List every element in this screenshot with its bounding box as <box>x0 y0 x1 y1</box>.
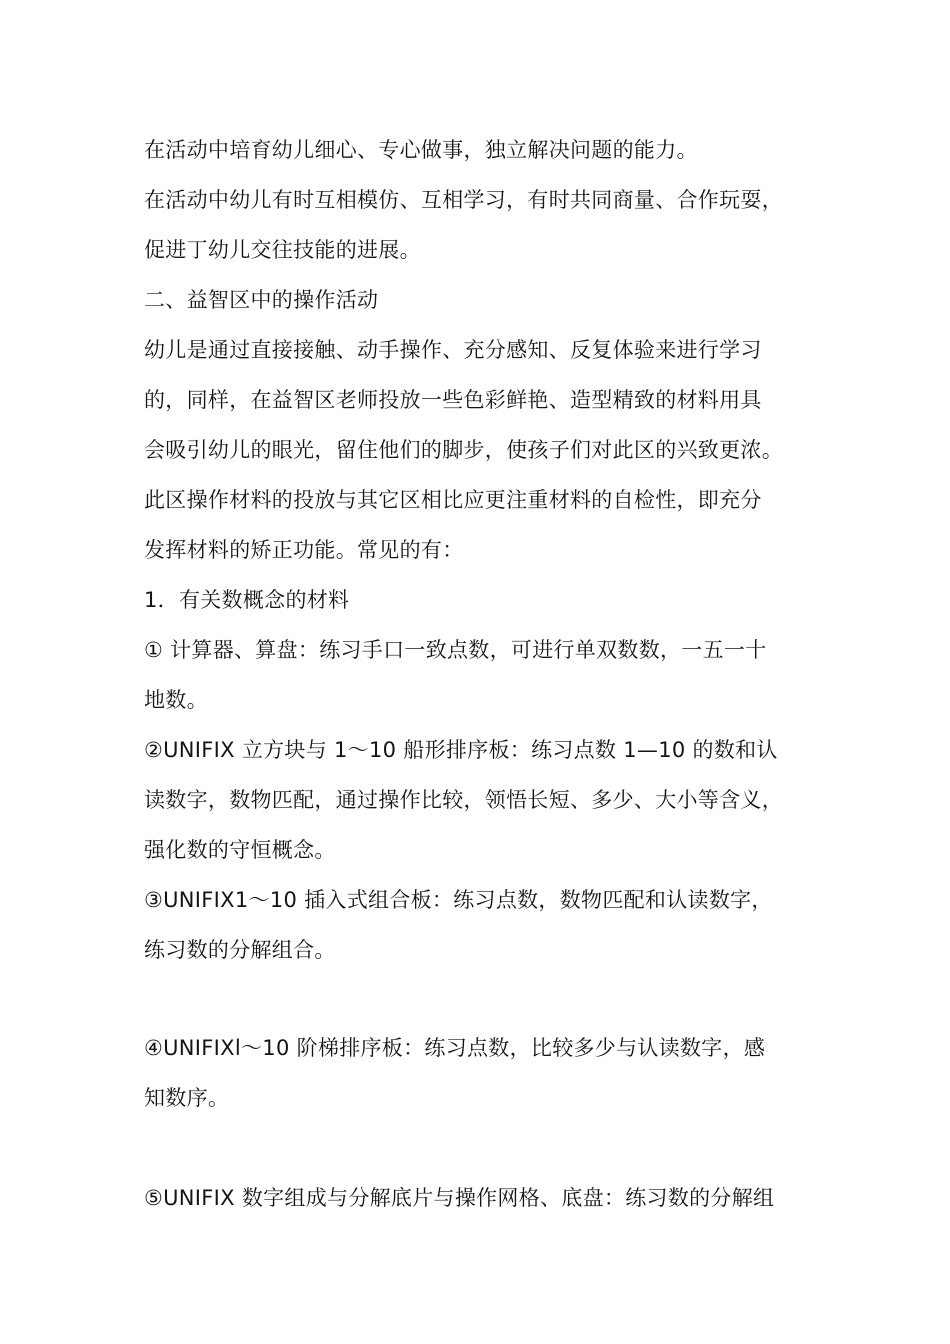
text-line: 发挥材料的矫正功能。常见的有： <box>144 538 464 562</box>
list-item-line: ⑤UNIFIX 数字组成与分解底片与操作网格、底盘：练习数的分解组 <box>144 1186 775 1210</box>
text-line: 在活动中培育幼儿细心、专心做事，独立解决问题的能力。 <box>144 138 698 162</box>
list-item-line: 知数序。 <box>144 1086 230 1110</box>
list-item-line: 练习数的分解组合。 <box>144 938 336 962</box>
text-line: 促进丁幼儿交往技能的进展。 <box>144 238 421 262</box>
text-line: 会吸引幼儿的眼光，留住他们的脚步，使孩子们对此区的兴致更浓。 <box>144 438 783 462</box>
list-item-line: ③UNIFIX1～10 插入式组合板：练习点数，数物匹配和认读数字， <box>144 888 773 912</box>
list-item-line: ① 计算器、算盘：练习手口一致点数，可进行单双数数，一五一十 <box>144 638 767 662</box>
section-heading: 二、益智区中的操作活动 <box>144 288 379 312</box>
list-item-line: ②UNIFIX 立方块与 1～10 船形排序板：练习点数 1—10 的数和认 <box>144 738 778 762</box>
list-item-line: 读数字，数物匹配，通过操作比较，领悟长短、多少、大小等含义， <box>144 788 783 812</box>
list-item-line: ④UNIFIXl～10 阶梯排序板：练习点数，比较多少与认读数字，感 <box>144 1036 766 1060</box>
list-item-line: 强化数的守恒概念。 <box>144 838 336 862</box>
text-line: 此区操作材料的投放与其它区相比应更注重材料的自检性，即充分 <box>144 488 762 512</box>
text-line: 在活动中幼儿有时互相模仿、互相学习，有时共同商量、合作玩耍， <box>144 188 783 212</box>
subsection-heading: 1．有关数概念的材料 <box>144 588 350 612</box>
text-line: 幼儿是通过直接接触、动手操作、充分感知、反复体验来进行学习 <box>144 338 762 362</box>
text-line: 的，同样，在益智区老师投放一些色彩鲜艳、造型精致的材料用具 <box>144 388 762 412</box>
list-item-line: 地数。 <box>144 688 208 712</box>
